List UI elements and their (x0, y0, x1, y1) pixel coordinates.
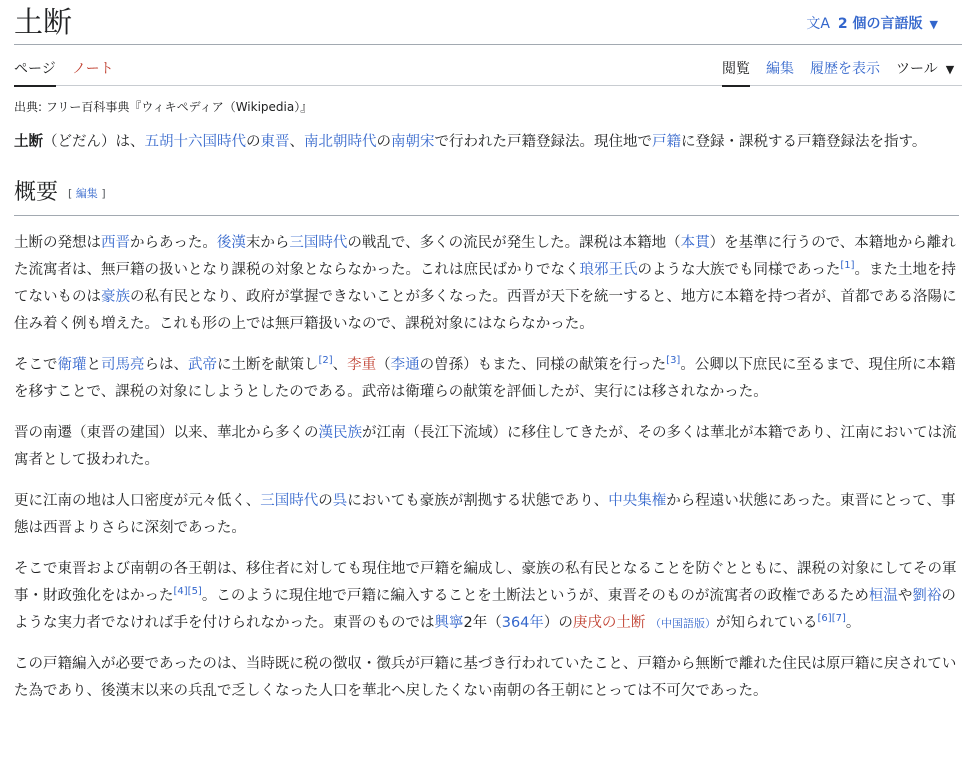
link-go[interactable]: 呉 (332, 493, 348, 509)
paragraph-6 (14, 651, 959, 705)
link-roya[interactable]: 琅邪王氏 (579, 262, 638, 278)
text: そこで東晋および南朝の各王朝は、移住者に対しても現住地で戸籍を編成し、豪族の私有民となることを防ぐとともに、課税の対象にしてその軍事・財政強化をはかった (14, 561, 957, 604)
link-nanboku[interactable]: 南北朝時代 (304, 134, 377, 150)
intro-paragraph (14, 129, 959, 156)
link-koseki[interactable]: 戸籍 (652, 134, 681, 150)
link-nanchoso[interactable]: 南朝宋 (391, 134, 435, 150)
link-richo[interactable]: 李重 (347, 357, 377, 373)
tab-history[interactable]: 履歴を表示 (810, 61, 880, 77)
link-toshin[interactable]: 東晋 (260, 134, 290, 150)
paragraph-4 (14, 488, 959, 542)
link-honkan[interactable]: 本貫 (680, 235, 710, 251)
link-chuo-shuken[interactable]: 中央集権 (608, 493, 667, 509)
link-eikan[interactable]: 衛瓘 (57, 357, 87, 373)
paragraph-2 (14, 352, 959, 406)
text: ）を基準に行うので、本籍地から離れた流寓者は、無戸籍の扱いとなり課税の対象とならなかった。これは庶民ばかりでなく (14, 235, 956, 278)
text: 。また土地を持てないものは (14, 262, 957, 305)
paragraph-5 (14, 556, 959, 637)
link-sangoku[interactable]: 三国時代 (289, 235, 348, 251)
link-gokoju[interactable]: 五胡十六国時代 (144, 134, 246, 150)
text: と (86, 357, 101, 373)
section-heading (14, 178, 959, 216)
link-kojutsu[interactable]: 庚戌の土断 (572, 615, 646, 631)
heading-text: 概要 (14, 180, 59, 205)
text: からあった。 (130, 235, 217, 251)
bracket: ] (101, 187, 106, 200)
text: （ (376, 357, 391, 373)
link-butei[interactable]: 武帝 (188, 357, 217, 373)
ref-1[interactable]: [1] (840, 260, 855, 272)
text: の私有民となり、政府が掌握できないことが多くなった。西晋が天下を統一すると、地方に本籍を持つ者が、首都である洛陽に住み着く例も増えた。これも形の上では無戸籍扱いなので、課税対象にはならなかった。 (14, 289, 957, 332)
text: そこで (14, 357, 58, 373)
ref-3[interactable]: [3] (666, 355, 681, 367)
text: 、 (289, 134, 304, 150)
article-content (14, 129, 959, 705)
translate-icon: 文A (806, 16, 830, 32)
chevron-down-icon: ▼ (929, 18, 938, 31)
text: の (246, 134, 261, 150)
text: 。このように現住地で戸籍に編入することを土断法というが、東晋そのものが流寓者の政権であるため (201, 588, 869, 604)
ref-5[interactable]: [5] (187, 586, 202, 598)
paragraph-1 (14, 230, 959, 338)
text: 、 (332, 357, 348, 373)
text: らは、 (144, 357, 188, 373)
text: の (318, 493, 333, 509)
link-364[interactable]: 364年 (501, 615, 544, 631)
text: 末から (245, 235, 290, 251)
text: に土断を献策し (217, 357, 319, 373)
text: 2年（ (463, 615, 502, 631)
tab-edit[interactable]: 編集 (766, 61, 794, 77)
section-edit-link[interactable]: 編集 (75, 187, 98, 200)
text: においても豪族が割拠する状態であり、 (347, 493, 609, 509)
bracket: [ (68, 187, 73, 200)
link-shibaryo[interactable]: 司馬亮 (101, 357, 145, 373)
language-selector[interactable] (806, 13, 938, 33)
text: のような大族でも同様であった (637, 262, 841, 278)
link-kan-on[interactable]: 桓温 (868, 588, 898, 604)
page-title: 土断 (14, 5, 73, 39)
tab-page[interactable]: ページ (14, 59, 56, 87)
text: 。公卿以下庶民に至るまで、現住所に本籍を移すことで、課税の対象にしようとしたのである。武帝は衛瓘らの献策を評価したが、実行には移されなかった。 (14, 357, 956, 400)
text: の (376, 134, 391, 150)
tools-label: ツール (896, 61, 938, 77)
text: 更に江南の地は人口密度が元々低く、 (14, 493, 261, 509)
text: が江南（長江下流域）に移住してきたが、その多くは華北が本籍であり、江南においては流寓者として扱われた。 (14, 425, 957, 468)
link-chinese-version[interactable]: （中国語版） (650, 617, 717, 630)
text: の戦乱で、多くの流民が発生した。課税は本籍地（ (347, 235, 681, 251)
language-label: 2 個の言語版 (837, 16, 923, 32)
tab-read[interactable]: 閲覧 (722, 59, 750, 87)
link-ryuyu[interactable]: 劉裕 (912, 588, 942, 604)
source-note: 出典: フリー百科事典『ウィキペディア（Wikipedia）』 (14, 100, 313, 114)
link-konei[interactable]: 興寧 (434, 615, 464, 631)
link-seishin[interactable]: 西晋 (101, 235, 130, 251)
page-tabs (14, 45, 962, 86)
term: 土断 (14, 134, 43, 150)
link-kanminzoku[interactable]: 漢民族 (318, 425, 362, 441)
ref-4[interactable]: [4] (173, 586, 188, 598)
ref-6[interactable]: [6] (817, 613, 832, 625)
link-sangoku-2[interactable]: 三国時代 (260, 493, 319, 509)
link-gozoku[interactable]: 豪族 (101, 289, 130, 305)
link-ritsu[interactable]: 李通 (390, 357, 420, 373)
text: が知られている (716, 615, 818, 631)
text: 晋の南遷（東晋の建国）以来、華北から多くの (14, 425, 319, 441)
text: ）の (543, 615, 573, 631)
text: に登録・課税する戸籍登録法を指す。 (681, 134, 927, 150)
ref-2[interactable]: [2] (318, 355, 333, 367)
paragraph-3 (14, 420, 959, 474)
page-header (14, 0, 962, 45)
text: 土断の発想は (14, 235, 101, 251)
text: この戸籍編入が必要であったのは、当時既に税の徴収・徴兵が戸籍に基づき行われていたこと、戸籍から無断で離れた住民は原戸籍に戻されていた為であり、後漢末以来の兵乱で乏しくなった人口を華北へ戻したくない南朝の各王朝にとっては不可欠であった。 (14, 656, 957, 699)
text: のような実力者でなければ手を付けられなかった。東晋のものでは (14, 588, 956, 631)
text: で行われた戸籍登録法。現住地で (434, 134, 652, 150)
text: 。 (845, 615, 861, 631)
text: から程遠い状態にあった。東晋にとって、事態は西晋よりさらに深刻であった。 (14, 493, 956, 536)
text: の曽孫）もまた、同様の献策を行った (419, 357, 667, 373)
tools-menu[interactable] (896, 59, 954, 80)
ref-7[interactable]: [7] (831, 613, 846, 625)
chevron-down-icon: ▼ (945, 63, 955, 76)
tab-talk[interactable]: ノート (72, 61, 114, 77)
link-gokan[interactable]: 後漢 (216, 235, 246, 251)
text: や (897, 588, 913, 604)
section-edit (68, 187, 106, 200)
text: （どだん）は、 (43, 134, 145, 150)
